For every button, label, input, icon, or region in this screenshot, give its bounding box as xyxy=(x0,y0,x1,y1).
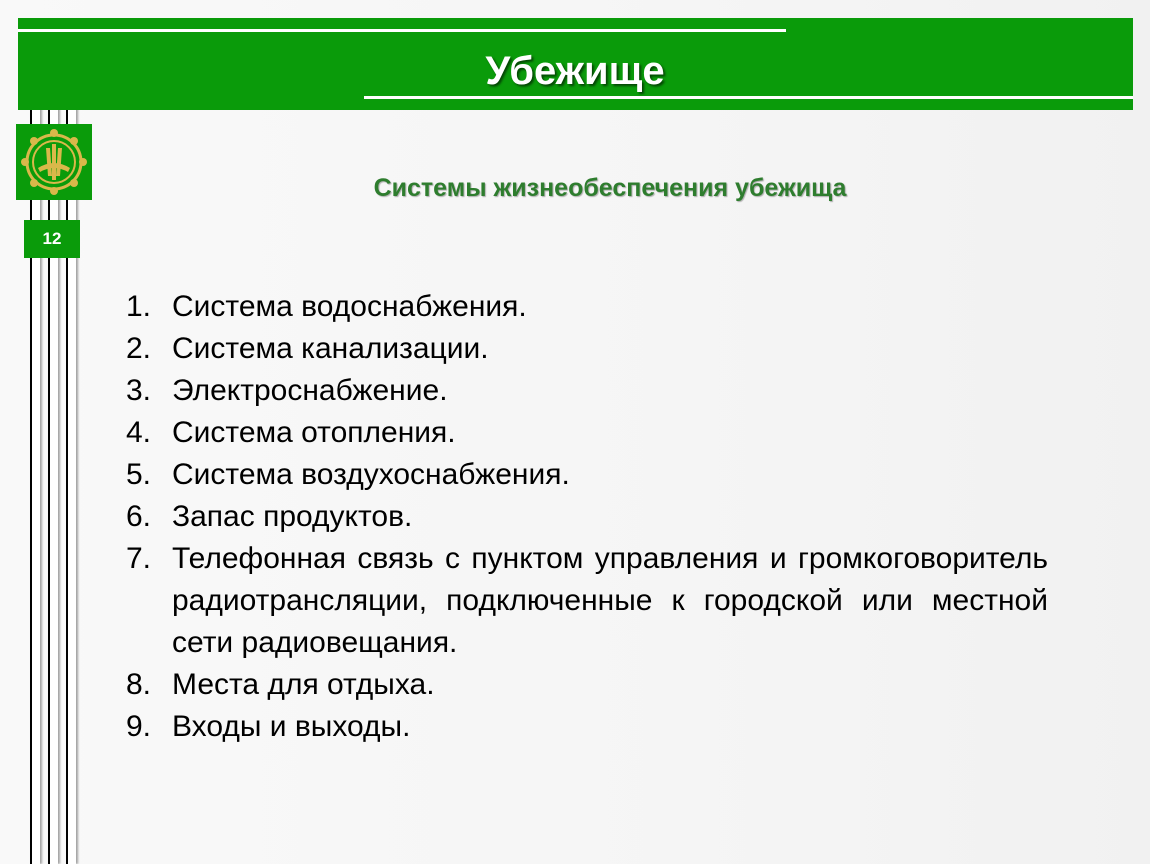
list-item xyxy=(120,664,1048,706)
emblem-box xyxy=(16,124,92,200)
list-item-number: 1. xyxy=(126,290,152,323)
subtitle: Системы жизнеобеспечения убежища xyxy=(373,174,847,202)
content-list xyxy=(120,286,1048,748)
list-item-text: Запас продуктов. xyxy=(172,500,413,533)
page-title: Убежище xyxy=(485,49,665,93)
list-item-text: Места для отдыха. xyxy=(172,668,435,701)
list-item-number: 7. xyxy=(126,542,152,575)
list-item-number: 5. xyxy=(126,458,152,491)
list-item-number: 8. xyxy=(126,668,152,701)
list-item-text: Система отопления. xyxy=(172,416,456,449)
slide-number: 12 xyxy=(24,220,80,258)
list-item xyxy=(120,286,1048,328)
list-item-text: Система водоснабжения. xyxy=(172,290,527,323)
list-item-text: Телефонная связь с пунктом управления и громкоговоритель радиотрансляции, подключенные к городской или местной сети радиовещания. xyxy=(172,542,1048,659)
list-item xyxy=(120,538,1048,664)
list-item-text: Входы и выходы. xyxy=(172,710,411,743)
list-item xyxy=(120,412,1048,454)
emblem-icon xyxy=(16,124,92,200)
list-item-text: Система канализации. xyxy=(172,332,489,365)
list-item-number: 3. xyxy=(126,374,152,407)
list-item xyxy=(120,370,1048,412)
list-item-number: 6. xyxy=(126,500,152,533)
header-line-top xyxy=(18,29,786,32)
list-item-number: 2. xyxy=(126,332,152,365)
list-item-text: Система воздухоснабжения. xyxy=(172,458,570,491)
list-item-text: Электроснабжение. xyxy=(172,374,448,407)
list-item xyxy=(120,454,1048,496)
list-item xyxy=(120,496,1048,538)
list-item-number: 4. xyxy=(126,416,152,449)
list-item xyxy=(120,328,1048,370)
list-item-number: 9. xyxy=(126,710,152,743)
list-item xyxy=(120,706,1048,748)
